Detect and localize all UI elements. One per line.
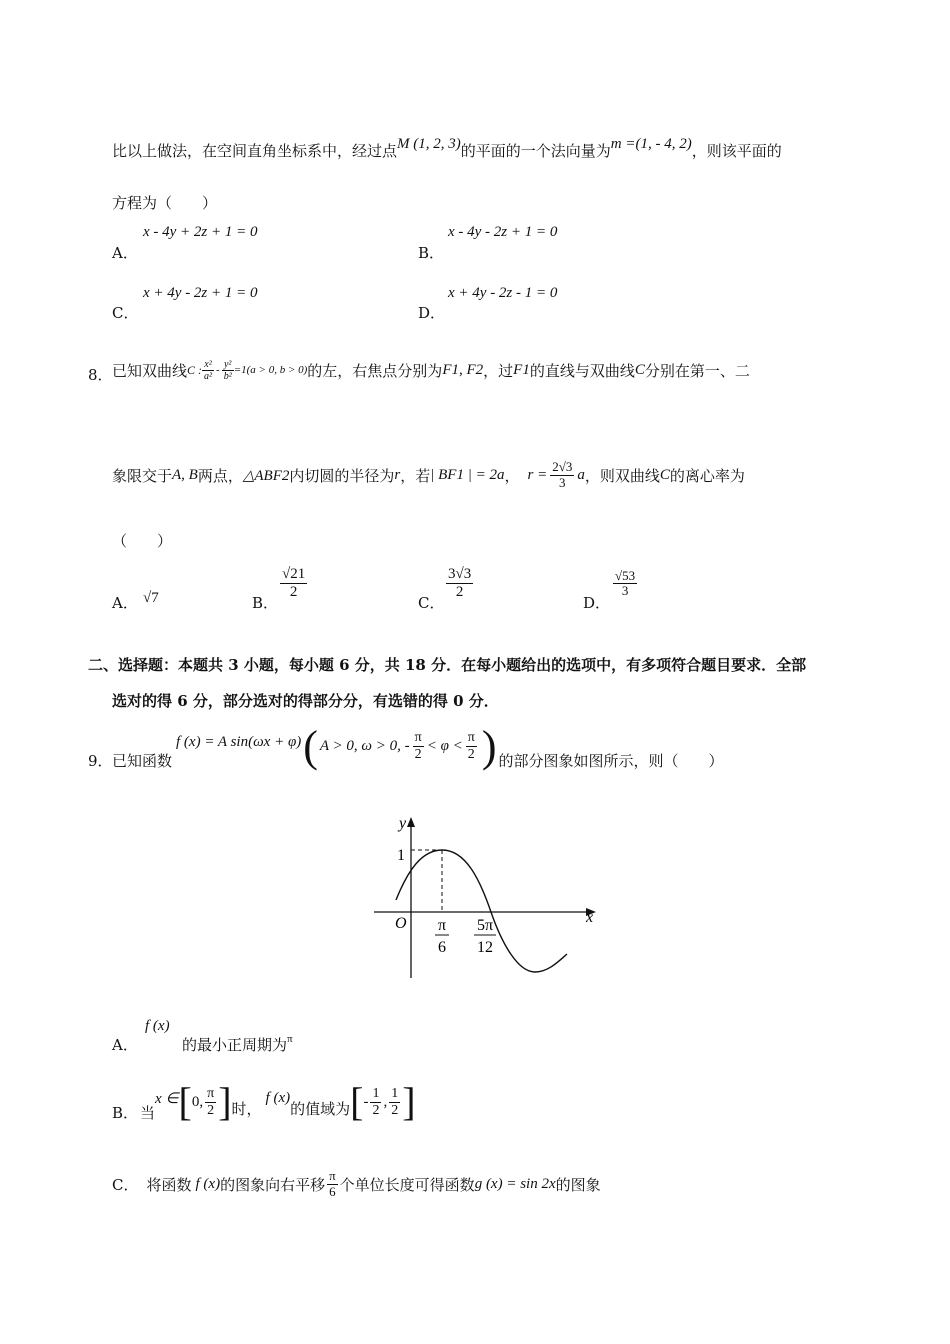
q9-text: 的图象: [555, 1175, 601, 1194]
q9-option-b: B． 当 x ∈ [ 0, $\frac{\pi}{2}$ ] 时， f (x) 的值域为 [ - $\frac{1}{2}$ , $\frac{1}{2}$ ]: [112, 1079, 416, 1124]
condition: A > 0, ω > 0, -: [319, 737, 410, 754]
q8-text: 的左，右焦点分别为: [307, 361, 443, 380]
x1-den-label: 6: [438, 939, 446, 956]
q9-text: 个单位长度可得函数: [339, 1175, 475, 1194]
q8-option-a-value: √7: [143, 590, 159, 606]
y2-over-b2: $\frac{\text{y²}}{\text{b²}}$: [223, 358, 232, 382]
curve-c: C: [659, 466, 670, 483]
q9-text: 的部分图象如图所示，则（ ）: [498, 751, 724, 770]
interval-start: 0,: [191, 1093, 204, 1110]
pi-over-2: $\frac{\pi}{2}$: [207, 1086, 215, 1118]
q7-option-c-expr: x + 4y - 2z + 1 = 0: [143, 285, 258, 301]
q8-text: 已知双曲线: [112, 361, 188, 380]
q9-option-a-text: 的最小正周期为$^\pi$: [182, 1033, 293, 1054]
x-axis-label: x: [586, 909, 594, 926]
q7-option-c-label: C．: [112, 304, 139, 322]
one-half: $\frac{1}{2}$: [372, 1086, 380, 1118]
q8-option-d-label: D．: [583, 594, 611, 612]
x2-over-a2: $\frac{\text{x²}}{\text{a²}}$: [204, 358, 213, 382]
q9-option-c-label: C．: [112, 1175, 139, 1194]
q8-text: 象限交于: [112, 466, 173, 485]
foci: F1, F2: [442, 361, 484, 378]
q7-line1: [112, 136, 782, 161]
q8-line1: 已知双曲线 C : $\frac{\text{x²}}{\text{a²}}$ - $\frac{\text{y²}}{\text{b²}}$ =1(a > 0, b > 0) 的左，右焦点分别为 F1, F2 ，过 F1 的直线与双曲线 C 分别在第一、二: [112, 358, 750, 382]
phi-range: < φ <: [426, 737, 463, 754]
pi-value: π: [287, 1033, 293, 1045]
q8-text: 内切圆的半径为: [289, 466, 395, 485]
pi-over-2: $\frac{\pi}{2}$: [414, 730, 422, 762]
q8-line2: [112, 447, 745, 503]
q9-text: 的值域为: [290, 1099, 351, 1118]
y-axis-arrow-icon: [407, 817, 415, 827]
focus-f1: F1: [513, 361, 530, 378]
q9-text: 已知函数: [112, 751, 173, 770]
a-symbol: a: [577, 466, 585, 483]
q8-option-a-label: A．: [112, 594, 138, 612]
curve-c: C :: [187, 362, 203, 377]
section2-line2: 选对的得 6 分，部分选对的得部分分，有选错的得 0 分．: [112, 692, 499, 710]
q7-option-b-expr: x - 4y - 2z + 1 = 0: [448, 224, 558, 240]
x2-num-label: 5π: [476, 917, 494, 934]
q8-text: ，则双曲线: [584, 466, 660, 485]
neg-sign: -: [363, 1093, 369, 1110]
comma: ,: [383, 1093, 388, 1110]
triangle-abf2: △ABF2: [242, 467, 290, 484]
vector-m: m =(1, - 4, 2): [610, 136, 692, 152]
points-ab: A, B: [172, 466, 198, 483]
q9-text: 时，: [231, 1099, 262, 1118]
q8-option-d-value: $\frac{√53}{3}$: [615, 568, 636, 599]
q9-line1: 已知函数 f (x) = A sin(ωx + φ) ( A > 0, ω > 0, - $\frac{\pi}{2}$ < φ < $\frac{\pi}{2}$ ) 的部分图象如图所示，则（ ）: [112, 721, 724, 771]
q9-option-b-label: B．: [112, 1103, 139, 1122]
q7-text: 的平面的一个法向量为: [460, 142, 611, 160]
x-in: x ∈: [155, 1090, 179, 1107]
q8-text: 分别在第一、二: [644, 361, 750, 380]
pi-over-6: $\frac{\pi}{6}$: [329, 1168, 336, 1199]
point-m: M (1, 2, 3): [397, 136, 461, 152]
q8-text: ，过: [483, 361, 514, 380]
q7-text: ，则该平面的: [691, 142, 782, 160]
q8-number: 8．: [88, 366, 113, 384]
radius-r: r: [394, 466, 401, 483]
q7-option-a-expr: x - 4y + 2z + 1 = 0: [143, 224, 258, 240]
q8-text: 的离心率为: [669, 466, 745, 485]
f-of-x: f (x): [265, 1089, 291, 1106]
q9-option-c: [112, 1162, 601, 1206]
q8-paren: （ ）: [112, 532, 173, 550]
one-half: $\frac{1}{2}$: [391, 1086, 399, 1118]
q8-text: ，若: [400, 466, 431, 485]
q7-text: 比以上做法，在空间直角坐标系中，经过点: [112, 142, 398, 160]
equation-tail: =1(a > 0, b > 0): [233, 364, 308, 376]
r-fraction: $\frac{2√3}{3}$: [552, 459, 573, 490]
q9-option-a-func: f (x): [145, 1018, 170, 1034]
q7-option-a-label: A．: [112, 244, 138, 262]
function-graph: [370, 810, 600, 982]
q8-text: ，: [504, 466, 520, 485]
section2-line1: 二、选择题：本题共 3 小题，每小题 6 分，共 18 分．在每小题给出的选项中，有多项符合题目要求．全部: [88, 656, 807, 674]
x2-den-label: 12: [477, 939, 493, 956]
q8-option-b-value: $\frac{√21}{2}$: [282, 566, 306, 600]
origin-label: O: [395, 915, 407, 932]
q7-line2: 方程为（ ）: [112, 194, 218, 212]
q8-text: 的直线与双曲线: [529, 361, 635, 380]
q9-text: 当: [140, 1103, 156, 1122]
q7-option-d-expr: x + 4y - 2z - 1 = 0: [448, 285, 558, 301]
x1-num-label: π: [437, 917, 447, 934]
q9-number: 9．: [88, 752, 113, 770]
function-def: f (x) = A sin(ωx + φ): [176, 733, 302, 750]
y-axis-label: y: [399, 815, 407, 832]
q7-option-d-label: D．: [418, 304, 446, 322]
bf1-length: | BF1 | = 2a: [430, 466, 505, 483]
curve-c: C: [634, 361, 645, 378]
q7-option-b-label: B．: [418, 244, 445, 262]
r-equals: r =: [527, 466, 548, 483]
q9-text: 将函数: [146, 1175, 192, 1194]
f-of-x: f (x): [195, 1175, 221, 1192]
q8-option-c-label: C．: [418, 594, 445, 612]
q8-option-c-value: $\frac{3√3}{2}$: [448, 566, 472, 600]
q8-option-b-label: B．: [252, 594, 279, 612]
g-function: g (x) = sin 2x: [474, 1175, 556, 1192]
y-tick-label: 1: [397, 847, 405, 864]
q9-option-a-label: A．: [112, 1036, 138, 1054]
q8-text: 两点，: [197, 466, 243, 485]
q9-text: 的图象向右平移: [220, 1175, 326, 1194]
pi-over-2: $\frac{\pi}{2}$: [467, 730, 475, 762]
